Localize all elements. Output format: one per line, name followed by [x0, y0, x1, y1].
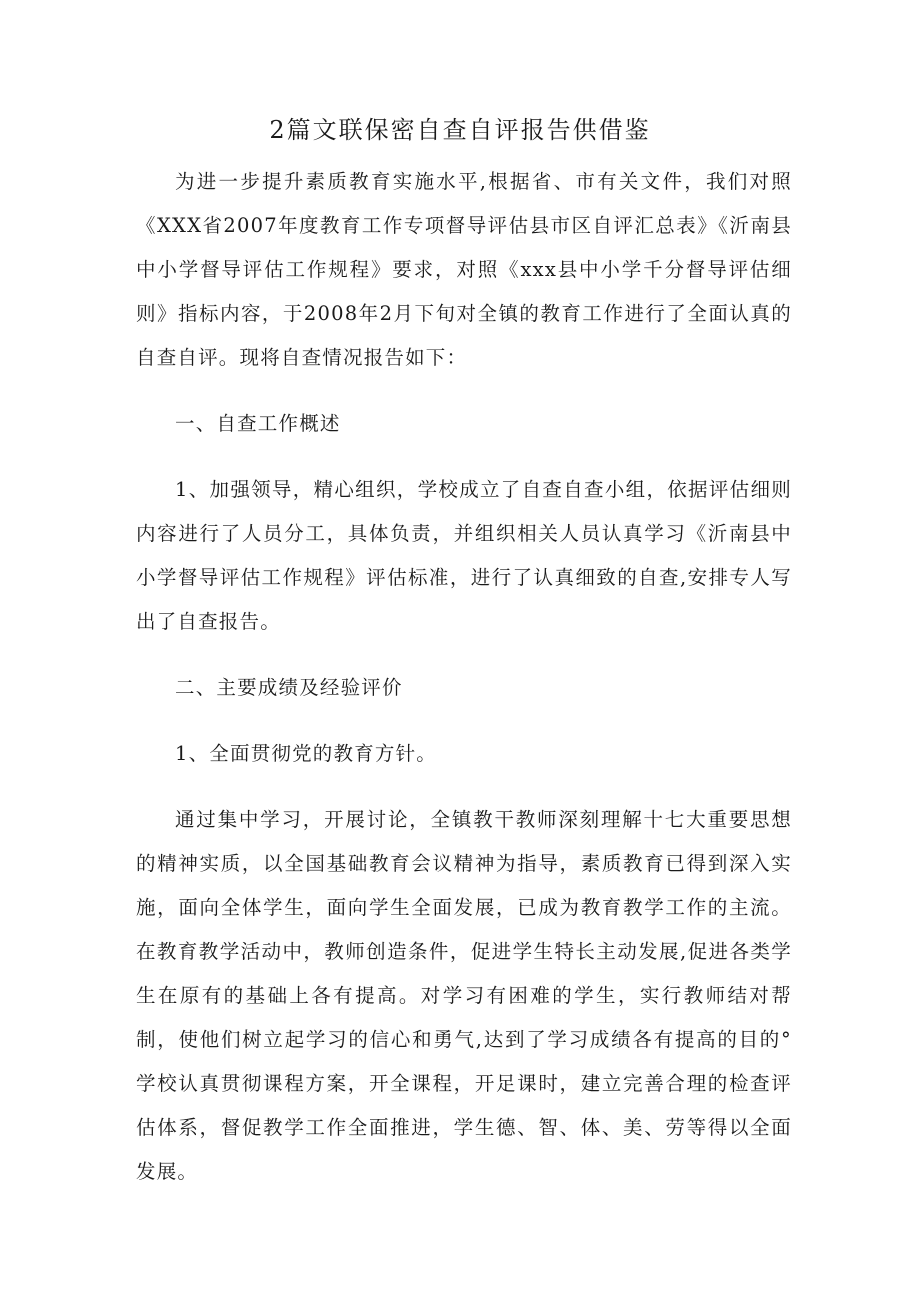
document-body [136, 160, 792, 1194]
section-2-paragraph: 通过集中学习，开展讨论，全镇教干教师深刻理解十七大重要思想的精神实质，以全国基础教育会议精神为指导，素质教育已得到深入实施，面向全体学生，面向学生全面发展，已成为教育教学工作的主流。在教育教学活动中，教师创造条件，促进学生特长主动发展,促进各类学生在原有的基础上各有提高。对学习有困难的学生，实行教师结对帮制，使他们树立起学习的信心和勇气,达到了学习成绩各有提高的目的°学校认真贯彻课程方案，开全课程，开足课时，建立完善合理的检查评估体系，督促教学工作全面推进，学生德、智、体、美、劳等得以全面发展。 [136, 808, 792, 1183]
document-title: 2篇文联保密自查自评报告供借鉴 [269, 116, 651, 144]
paragraph-gap [136, 446, 792, 468]
section-heading-2: 二、主要成绩及经验评价 [175, 676, 403, 699]
subheading-1: 1、全面贯彻党的教育方针。 [175, 742, 438, 765]
section-1-paragraph: 1、加强领导，精心组织，学校成立了自查自查小组，依据评估细则内容进行了人员分工，具体负责，并组织相关人员认真学习《沂南县中小学督导评估工作规程》评估标准，进行了认真细致的自查,安排专人写出了自查报告。 [136, 478, 792, 633]
intro-paragraph: 为进一步提升素质教育实施水平,根据省、市有关文件，我们对照《XXX省2007年度教育工作专项督导评估县市区自评汇总表》《沂南县中小学督导评估工作规程》要求，对照《xxx县中小学千分督导评估细则》指标内容，于2008年2月下旬对全镇的教育工作进行了全面认真的自查自评。现将自查情况报告如下： [136, 170, 792, 369]
paragraph-gap [136, 644, 792, 666]
paragraph-gap [136, 710, 792, 732]
paragraph-gap [136, 776, 792, 798]
paragraph-gap [136, 380, 792, 402]
section-heading-1: 一、自查工作概述 [175, 412, 341, 435]
